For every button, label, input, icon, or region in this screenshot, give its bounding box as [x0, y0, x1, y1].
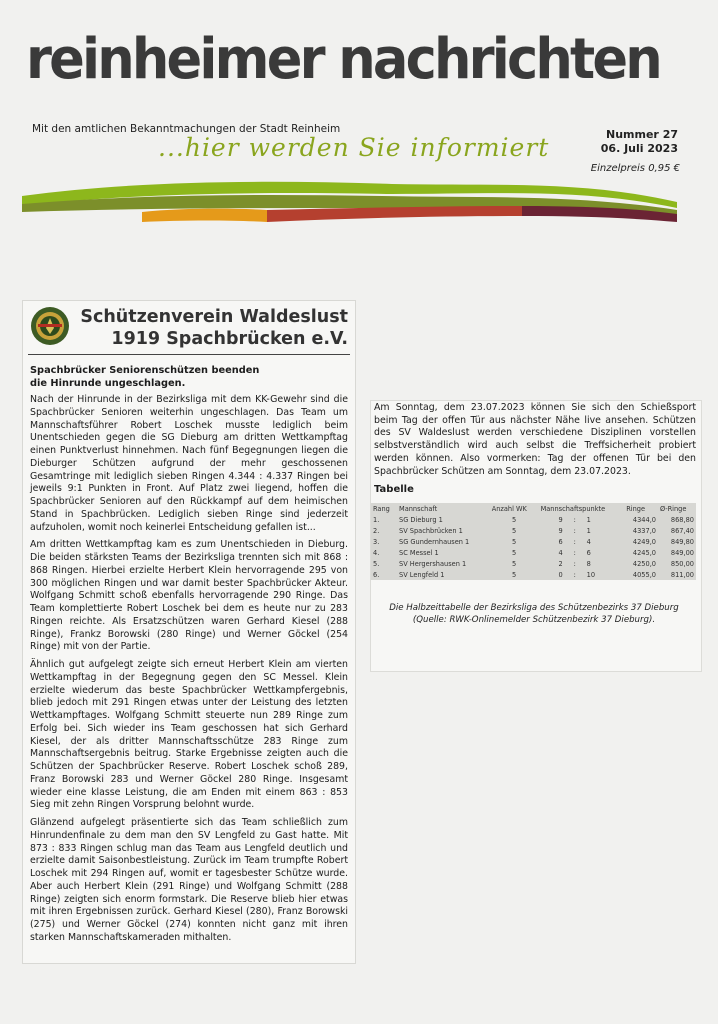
table-cell: 5 — [512, 526, 517, 535]
table-cell: : — [573, 515, 576, 524]
table-cell: SV Spachbrücken 1 — [399, 526, 463, 535]
table-cell: 868,80 — [670, 515, 694, 524]
table-cell: : — [573, 570, 576, 579]
club-name — [80, 306, 348, 350]
table-header: Ø-Ringe — [660, 504, 687, 513]
article-title — [30, 364, 348, 390]
table-cell: SC Messel 1 — [399, 548, 439, 557]
table-cell: : — [573, 559, 576, 568]
table-cell: 1. — [373, 515, 380, 524]
table-cell: 6 — [586, 548, 591, 557]
table-header: Ringe — [626, 504, 646, 513]
table-cell: : — [573, 526, 576, 535]
table-cell: 2 — [558, 559, 563, 568]
table-header-row — [371, 503, 696, 514]
article-paragraph: Glänzend aufgelegt präsentierte sich das Team schließlich zum Hinrundenfinale zu dem man den SV Lengfeld zu Gast hatte. Mit 873 : 833 Ringen schlug man das Team aus Lengfeld deutlich und erzielte damit Saisonbestleistung. Zurück im Team trumpfte Robert Loschek mit 294 Ringen auf, womit er tagesbester Schütze wurde. Aber auch Herbert Klein (291 Ringe) und Wolfgang Schmitt (288 Ringe) zeigten sich enorm formstark. Die Reserve blieb hier etwas mit ihren Ergebnissen zurück. Gerhard Kiesel (280), Franz Borowski (275) und Werner Göckel (274) konnten nicht ganz mit ihren starken Mannschaftskameraden mithalten. — [30, 817, 348, 943]
table-row — [371, 536, 696, 547]
header-divider — [28, 354, 350, 355]
table-cell: 8 — [586, 559, 591, 568]
table-header: Mannschaft — [399, 504, 438, 513]
table-cell: 0 — [558, 570, 563, 579]
article-paragraph: Ähnlich gut aufgelegt zeigte sich erneut Herbert Klein am vierten Wettkampftag in der Begegnung gegen den SC Messel. Klein erzielte wiederum das beste Spachbrücker Wettkampfergebnis, blieb jedoch mit 291 Ringen etwas unter der Leistung des letzten Wettkampftages. Wolfgang Schmitt steuerte nun 289 Ringe zum Erfolg bei. Sich wieder ins Team geschossen hat sich Gerhard Kiesel, der als dritter Mannschaftsschütze 283 Ringe zum Mannschaftsergebnis beitrug. Starke Ergebnisse zeigten auch die Schützen der Spachbrücker Reserve. Robert Loschek schoß 289, Franz Borowski 283 und Werner Göckel 280 Ringe. Insgesamt wieder eine klasse Leistung, die am Enden mit einem 863 : 853 Sieg mit zehn Ringen Vorsprung belohnt wurde. — [30, 659, 348, 811]
issue-info — [601, 128, 678, 156]
table-cell: 1 — [586, 515, 591, 524]
table-cell: 2. — [373, 526, 380, 535]
table-cell: : — [573, 537, 576, 546]
table-cell: 4055,0 — [632, 570, 656, 579]
table-cell: 10 — [586, 570, 596, 579]
table-cell: SV Lengfeld 1 — [399, 570, 445, 579]
table-header: Anzahl WK — [491, 504, 527, 513]
table-cell: 6 — [558, 537, 563, 546]
table-cell: 849,00 — [670, 548, 694, 557]
newspaper-slogan: ...hier werden Sie informiert — [158, 133, 550, 162]
issue-price: Einzelpreis 0,95 € — [590, 163, 680, 174]
club-crest-icon — [30, 306, 70, 346]
table-cell: 4344,0 — [632, 515, 656, 524]
table-cell: 5. — [373, 559, 380, 568]
table-caption — [376, 602, 692, 626]
table-caption-line2: (Quelle: RWK-Onlinemelder Schützenbezirk 37 Dieburg). — [412, 615, 656, 625]
club-name-line2: 1919 Spachbrücken e.V. — [111, 329, 348, 349]
table-cell: 4 — [558, 548, 563, 557]
league-table — [371, 503, 696, 580]
issue-number: Nummer 27 — [606, 128, 678, 141]
table-cell: : — [573, 548, 576, 557]
table-caption-line1: Die Halbzeittabelle der Bezirksliga des Schützenbezirks 37 Dieburg — [389, 603, 679, 613]
table-header: Mannschaftspunkte — [540, 504, 606, 513]
table-row — [371, 514, 696, 525]
table-cell: SV Hergershausen 1 — [399, 559, 467, 568]
table-cell: SG Dieburg 1 — [399, 515, 443, 524]
table-cell: 4249,0 — [632, 537, 656, 546]
table-cell: 3. — [373, 537, 380, 546]
table-cell: 9 — [558, 526, 563, 535]
article-title-line2: die Hinrunde ungeschlagen. — [30, 378, 186, 389]
club-name-line1: Schützenverein Waldeslust — [80, 307, 348, 327]
masthead-swoosh — [22, 162, 682, 232]
article-paragraph: Nach der Hinrunde in der Bezirksliga mit dem KK-Gewehr sind die Spachbrücker Senioren weiterhin ungeschlagen. Das Team um Mannschaftsführer Robert Loschek musste lediglich beim Unentschieden gegen die SG Dieburg am dritten Wettkampftag einen Punktverlust hinnehmen. Nach fünf Begegnungen liegen die Dieburger Schützen aufgrund der mehr geschossenen Gesamtringe mit lediglich sieben Ringen 4.344 : 4.337 Ringen bei jeweils 9:1 Punkten in Front. Auf Platz zwei liegend, hoffen die Spachbrücker Senioren auf den Rückkampf auf dem heimischen Stand in Spachbrücken. Lediglich sieben Ringe sind jederzeit aufzuholen, womit noch keinerlei Entscheidung gefallen ist... — [30, 394, 348, 533]
event-announcement: Am Sonntag, dem 23.07.2023 können Sie sich den Schießsport beim Tag der offen Tür aus nächster Nähe live ansehen. Schützen des SV Waldeslust werden verschiedene Disziplinen vorstellen selbstverständlich wird auch selbst die Treffsicherheit probiert werden können. Also vormerken: Tag der offenen Tür bei den Spachbrücker Schützen am Sonntag, dem 23.07.2023. — [374, 402, 696, 477]
table-heading: Tabelle — [374, 484, 414, 495]
newspaper-subtitle: Mit den amtlichen Bekanntmachungen der Stadt Reinheim — [32, 123, 341, 135]
table-cell: 5 — [512, 537, 517, 546]
newspaper-title: reinheimer nachrichten — [26, 27, 660, 92]
table-cell: 811,00 — [670, 570, 694, 579]
table-cell: 6. — [373, 570, 380, 579]
table-cell: 850,00 — [670, 559, 694, 568]
article-paragraph: Am dritten Wettkampftag kam es zum Unentschieden in Dieburg. Die beiden stärksten Teams der Bezirksliga trennten sich mit 868 : 868 Ringen. Hierbei erzielte Herbert Klein hervorragende 295 von 300 möglichen Ringen und war damit bester Spachbrücker Akteur. Wolfgang Schmitt schoß ebenfalls hervorragende 290 Ringe. Das Team komplettierte Robert Loschek bei dem es heute nur zu 283 Ringen reichte. Als Ersatzschützen waren Gerhard Kiesel (288 Ringe), Frankz Borowski (280 Ringe) und Werner Göckel (254 Ringe) mit von der Partie. — [30, 539, 348, 653]
table-cell: 9 — [558, 515, 563, 524]
table-cell: 5 — [512, 559, 517, 568]
table-header: Rang — [373, 504, 390, 513]
article-title-line1: Spachbrücker Seniorenschützen beenden — [30, 365, 260, 376]
table-cell: 867,40 — [670, 526, 694, 535]
table-cell: 5 — [512, 515, 517, 524]
issue-date: 06. Juli 2023 — [600, 142, 678, 155]
table-cell: 4. — [373, 548, 380, 557]
table-cell: 4245,0 — [632, 548, 656, 557]
table-cell: 4250,0 — [632, 559, 656, 568]
table-cell: 5 — [512, 570, 517, 579]
table-cell: 5 — [512, 548, 517, 557]
table-row — [371, 569, 696, 580]
table-row — [371, 547, 696, 558]
article-body — [30, 394, 348, 950]
table-cell: SG Gundernhausen 1 — [399, 537, 470, 546]
table-cell: 849,80 — [670, 537, 694, 546]
table-row — [371, 525, 696, 536]
table-cell: 4 — [586, 537, 591, 546]
table-cell: 1 — [586, 526, 591, 535]
table-row — [371, 558, 696, 569]
table-cell: 4337,0 — [632, 526, 656, 535]
